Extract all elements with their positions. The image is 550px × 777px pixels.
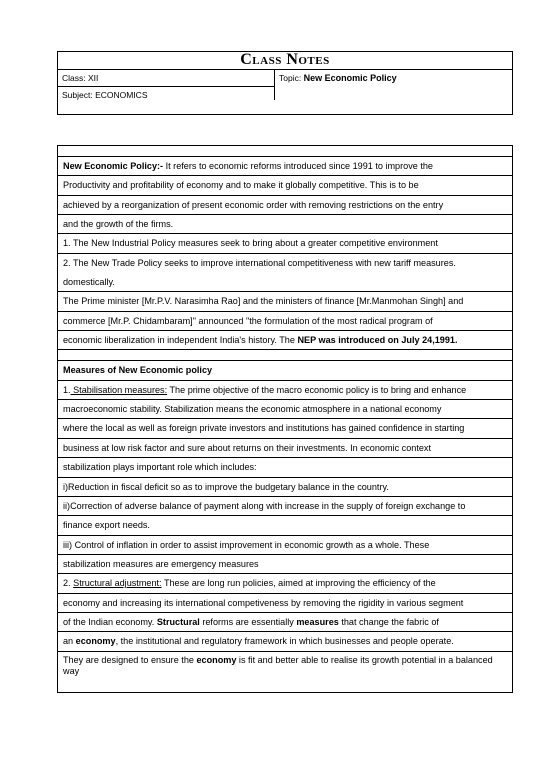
trade-policy-point: 2. The New Trade Policy seeks to improve international competitiveness with new tariff measures. <box>63 257 456 268</box>
structural-line-2: economy and increasing its international competiveness by removing the rigidity in various segment <box>58 594 512 613</box>
header-right-column <box>275 70 512 100</box>
struct-l4-bold: economy <box>75 636 116 647</box>
struct-l3-d: that change the fabric of <box>338 616 439 627</box>
intro-line-1 <box>58 157 512 176</box>
notes-table <box>57 145 513 693</box>
topic-value: New Economic Policy <box>303 73 397 83</box>
structural-line-1 <box>58 574 512 593</box>
stab-title: Stabilisation measures: <box>70 384 168 395</box>
stabilisation-line-3: where the local as well as foreign private investors and institutions has gained confidence in starting <box>58 419 512 438</box>
pm-line-3 <box>58 331 512 350</box>
structural-line-4 <box>58 632 512 651</box>
structural-line-5 <box>58 652 512 692</box>
stabilisation-line-1 <box>58 381 512 400</box>
measures-heading-text: Measures of New Economic policy <box>63 365 213 376</box>
stab-text: The prime objective of the macro economic policy is to bring and enhance <box>167 384 467 395</box>
struct-l5-a: They are designed to ensure the <box>63 654 197 665</box>
notes-title: Class Notes <box>58 52 512 70</box>
struct-l5-c: is fit and better able to realise its growth potential in a balanced way <box>63 654 493 677</box>
struct-l3-c: reforms are essentially <box>199 616 297 627</box>
item-i: i)Reduction in fiscal deficit so as to improve the budgetary balance in the country. <box>58 478 512 497</box>
stabilisation-line-5: stabilization plays important role which includes: <box>58 458 512 477</box>
spacer-row <box>58 146 512 157</box>
struct-l3-a: of the Indian economy. <box>63 616 157 627</box>
struct-l3-bold-2: measures <box>296 616 339 627</box>
class-field: Class: XII <box>58 70 274 87</box>
struct-l5-bold: economy <box>196 654 237 665</box>
struct-l4-c: , the institutional and regulatory framework in which businesses and people operate. <box>115 636 454 647</box>
struct-title: Structural adjustment: <box>73 578 162 589</box>
struct-l4-a: an <box>63 636 76 647</box>
nep-date: NEP was introduced on July 24,1991. <box>297 335 458 346</box>
header-row <box>58 70 512 100</box>
intro-text: It refers to economic reforms introduced since 1991 to improve the <box>163 161 433 171</box>
intro-line-4: and the growth of the firms. <box>58 215 512 234</box>
item-iii: iii) Control of inflation in order to assist improvement in economic growth as a whole. These <box>58 536 512 555</box>
stabilisation-end: stabilization measures are emergency measures <box>58 555 512 574</box>
industrial-policy-point: 1. The New Industrial Policy measures seek to bring about a greater competitive environment <box>58 234 512 253</box>
intro-line-2: Productivity and profitability of economy and to make it globally competitive. This is to be <box>58 176 512 195</box>
stab-number: 1. <box>63 384 71 395</box>
nep-term: New Economic Policy:- <box>63 161 164 171</box>
struct-text: These are long run policies, aimed at improving the efficiency of the <box>161 578 436 589</box>
intro-line-3: achieved by a reorganization of present economic order with removing restrictions on the entry <box>58 196 512 215</box>
trade-policy-continued: domestically. <box>58 273 512 292</box>
measures-heading <box>58 361 512 380</box>
stabilisation-line-2: macroeconomic stability. Stabilization means the economic atmosphere in a national economy <box>58 400 512 419</box>
topic-label: Topic: <box>279 73 304 83</box>
item-ii-continued: finance export needs. <box>58 516 512 535</box>
stabilisation-line-4: business at low risk factor and sure about returns on their investments. In economic context <box>58 439 512 458</box>
pm-line-2: commerce [Mr.P. Chidambaram]" announced "the formulation of the most radical program of <box>58 312 512 331</box>
spacer-row <box>58 350 512 361</box>
struct-l3-bold-1: Structural <box>156 616 200 627</box>
pm-line-3-text: economic liberalization in independent India's history. The <box>63 335 298 346</box>
item-ii: ii)Correction of adverse balance of payment along with increase in the supply of foreign exchange to <box>58 497 512 516</box>
header-left-column <box>58 70 275 100</box>
pm-line-1: The Prime minister [Mr.P.V. Narasimha Rao] and the ministers of finance [Mr.Manmohan Singh] and <box>58 292 512 311</box>
struct-number: 2. <box>63 578 74 589</box>
subject-field: Subject: ECONOMICS <box>62 90 148 100</box>
structural-line-3 <box>58 613 512 632</box>
topic-field <box>275 70 512 83</box>
header-box <box>57 51 513 115</box>
